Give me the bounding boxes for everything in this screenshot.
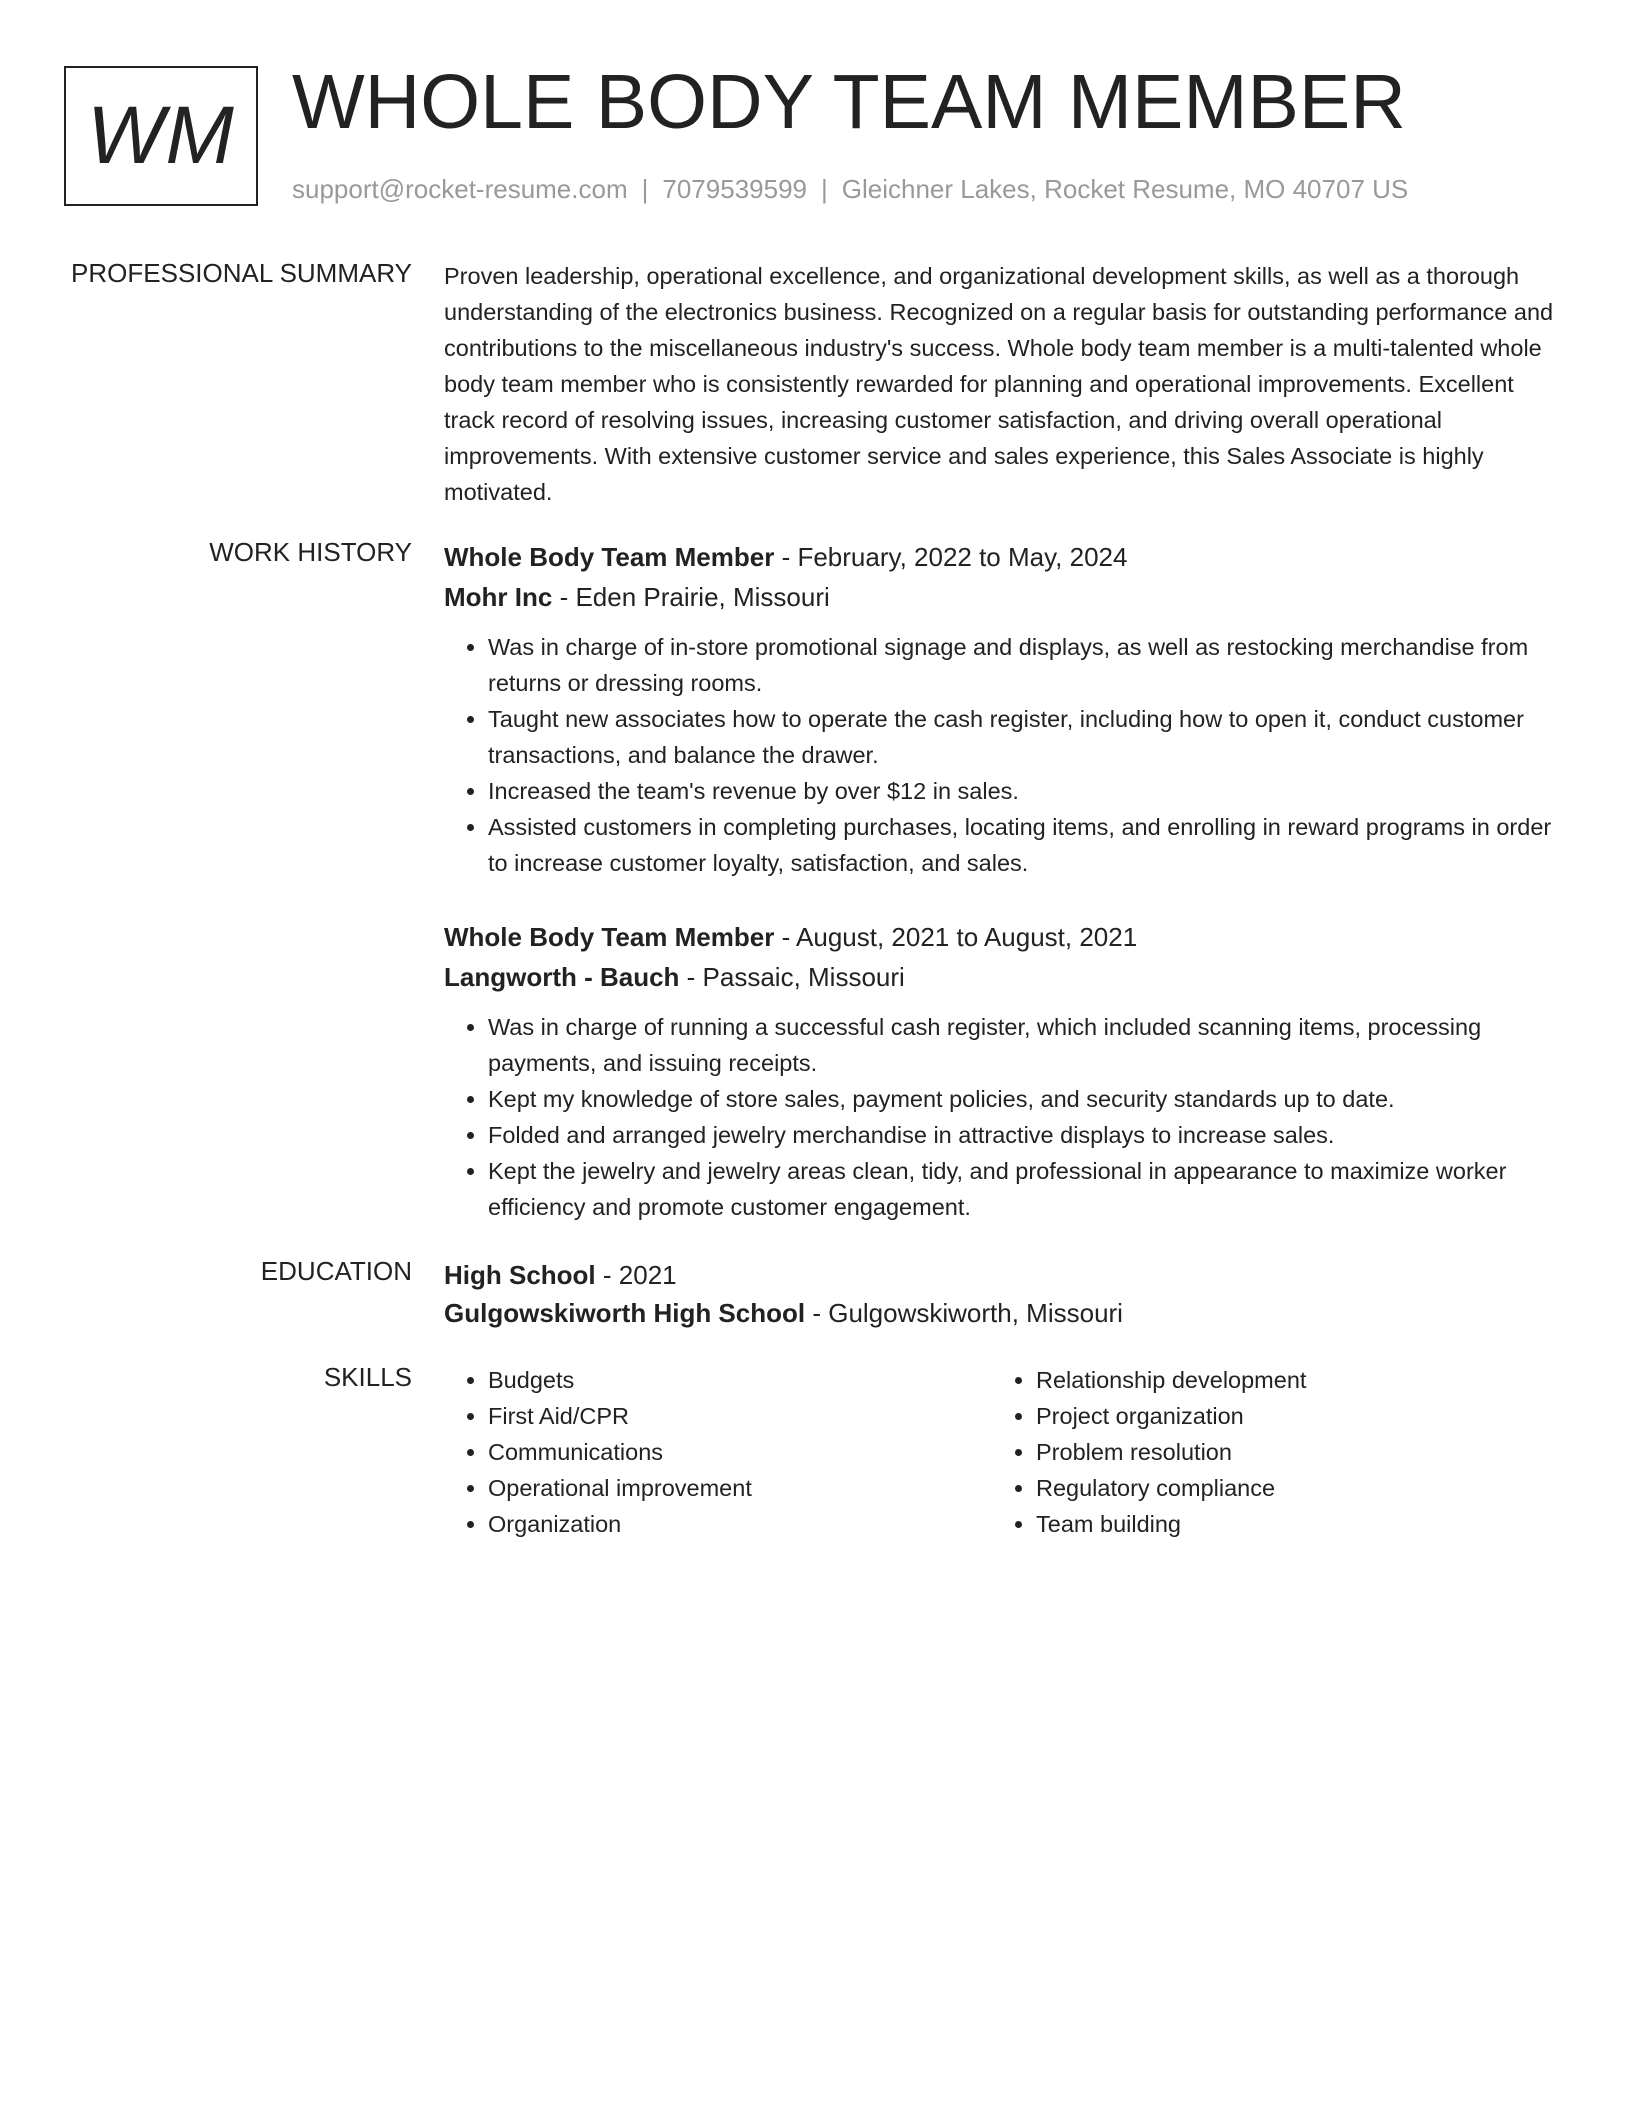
education-school-line <box>444 1294 1556 1332</box>
job-bullet: • Was in charge of in-store promotional signage and displays, as well as restocking merchandise from returns or dressing rooms. <box>488 629 1556 701</box>
contact-address: Gleichner Lakes, Rocket Resume, MO 40707 US <box>841 174 1409 204</box>
job-company-line <box>444 577 1556 617</box>
job-bullet: • Kept the jewelry and jewelry areas clean, tidy, and professional in appearance to maximize worker efficiency and promote customer engagement. <box>488 1153 1556 1225</box>
education-year: - 2021 <box>595 1260 677 1290</box>
skill-item: • First Aid/CPR <box>488 1398 992 1434</box>
job-dates: - February, 2022 to May, 2024 <box>774 542 1128 572</box>
job-entry <box>444 917 1556 1225</box>
section-label-skills: SKILLS <box>323 1362 412 1392</box>
job-company: Langworth - Bauch <box>444 962 680 992</box>
education-degree-line <box>444 1256 1556 1294</box>
contact-email: support@rocket-resume.com <box>292 174 628 204</box>
job-bullets <box>444 1009 1556 1225</box>
section-label-education: EDUCATION <box>260 1256 412 1286</box>
contact-separator: | <box>821 174 828 204</box>
skills-columns <box>444 1362 1556 1542</box>
skill-item: • Problem resolution <box>1036 1434 1540 1470</box>
job-bullet: • Taught new associates how to operate the cash register, including how to open it, conduct customer transactions, and balance the drawer. <box>488 701 1556 773</box>
work-history-body <box>444 537 1556 1261</box>
job-location: - Passaic, Missouri <box>679 962 905 992</box>
job-bullet: • Kept my knowledge of store sales, payment policies, and security standards up to date. <box>488 1081 1556 1117</box>
monogram-box <box>64 66 258 206</box>
skill-item: • Team building <box>1036 1506 1540 1542</box>
skill-item: • Communications <box>488 1434 992 1470</box>
skills-body <box>444 1362 1556 1542</box>
job-title: Whole Body Team Member <box>444 542 775 572</box>
education-location: - Gulgowskiworth, Missouri <box>805 1298 1123 1328</box>
candidate-name: WHOLE BODY TEAM MEMBER <box>292 59 1406 145</box>
job-title-line <box>444 537 1556 577</box>
skills-list-left <box>444 1362 992 1542</box>
job-entry <box>444 537 1556 881</box>
contact-separator: | <box>641 174 649 204</box>
job-bullet: • Assisted customers in completing purchases, locating items, and enrolling in reward programs in order to increase customer loyalty, satisfaction, and sales. <box>488 809 1556 881</box>
job-bullets <box>444 629 1556 881</box>
skill-item: • Relationship development <box>1036 1362 1540 1398</box>
skills-list-right <box>992 1362 1540 1542</box>
skill-item: • Regulatory compliance <box>1036 1470 1540 1506</box>
summary-text: Proven leadership, operational excellence, and organizational development skills, as well as a thorough understanding of the electronics business. Recognized on a regular basis for outstanding performance and contributions to the miscellaneous industry's success. Whole body team member is a multi-talented whole body team member who is consistently rewarded for planning and operational improvements. Excellent track record of resolving issues, increasing customer satisfaction, and driving overall operational improvements. With extensive customer service and sales experience, this Sales Associate is highly motivated. <box>444 263 1554 505</box>
skill-item: • Organization <box>488 1506 992 1542</box>
job-company: Mohr Inc <box>444 582 553 612</box>
education-degree: High School <box>444 1260 596 1290</box>
section-label-summary: PROFESSIONAL SUMMARY <box>71 258 412 288</box>
job-bullet: • Was in charge of running a successful cash register, which included scanning items, processing payments, and issuing receipts. <box>488 1009 1556 1081</box>
job-bullet: • Increased the team's revenue by over $12 in sales. <box>488 773 1556 809</box>
contact-line <box>292 174 1408 205</box>
skill-item: • Operational improvement <box>488 1470 992 1506</box>
job-company-line <box>444 957 1556 997</box>
job-dates: - August, 2021 to August, 2021 <box>774 922 1138 952</box>
summary-body <box>444 258 1556 510</box>
section-label-work-history: WORK HISTORY <box>209 537 412 567</box>
monogram-initials: WM <box>87 90 235 181</box>
job-bullet: • Folded and arranged jewelry merchandise in attractive displays to increase sales. <box>488 1117 1556 1153</box>
education-body <box>444 1256 1556 1332</box>
skill-item: • Budgets <box>488 1362 992 1398</box>
job-location: - Eden Prairie, Missouri <box>552 582 830 612</box>
job-title: Whole Body Team Member <box>444 922 775 952</box>
contact-phone: 7079539599 <box>662 174 807 204</box>
skill-item: • Project organization <box>1036 1398 1540 1434</box>
education-school: Gulgowskiworth High School <box>444 1298 806 1328</box>
job-title-line <box>444 917 1556 957</box>
